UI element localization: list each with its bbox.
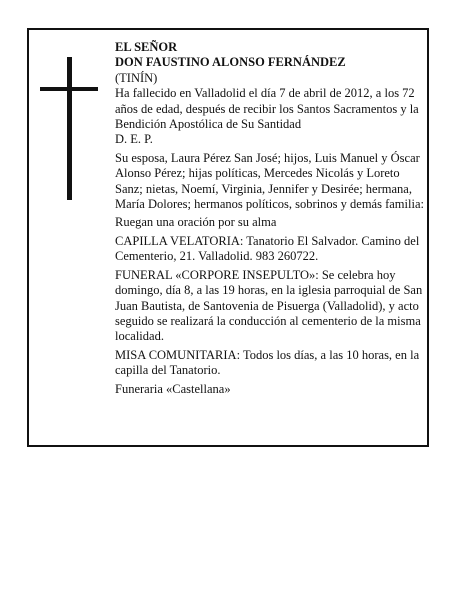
cross-vertical-bar [67,57,72,200]
cross-horizontal-bar [40,87,98,91]
deceased-nickname: (TINÍN) [115,70,158,85]
funeral-info: FUNERAL «CORPORE INSEPULTO»: Se celebra hoy domingo, día 8, a las 19 horas, en la iglesia parroquial de San Juan Bautista, de Santovenia de Pisuerga (Valladolid), y acto seguido se realizará la conducción al cementerio de la misma localidad. [115,267,423,344]
obituary-notice [27,28,429,447]
obituary-text [115,40,427,400]
funeral-home: Funeraria «Castellana» [115,381,231,396]
death-notice: Ha fallecido en Valladolid el día 7 de abril de 2012, a los 72 años de edad, después de recibir los Santos Sacramentos y la Bendición Apostólica de Su Santidad [115,86,419,132]
prayer-request: Ruegan una oración por su alma [115,215,277,230]
heading: EL SEÑOR [115,40,178,54]
rest-in-peace: D. E. P. [115,132,153,147]
family-list: Su esposa, Laura Pérez San José; hijos, Luis Manuel y Óscar Alonso Pérez; hijas políticas, Mercedes Nicolás y Loreto Sanz; nietas, Noemí, Virginia, Jennifer y Desirée; hermana, María Dolores; hermanos políticos, sobrinos y demás familia: [115,150,424,212]
deceased-name: DON FAUSTINO ALONSO FERNÁNDEZ [115,55,346,70]
chapel-info: CAPILLA VELATORIA: Tanatorio El Salvador. Camino del Cementerio, 21. Valladolid. 983 260722. [115,233,420,264]
mass-info: MISA COMUNITARIA: Todos los días, a las 10 horas, en la capilla del Tanatorio. [115,347,420,378]
